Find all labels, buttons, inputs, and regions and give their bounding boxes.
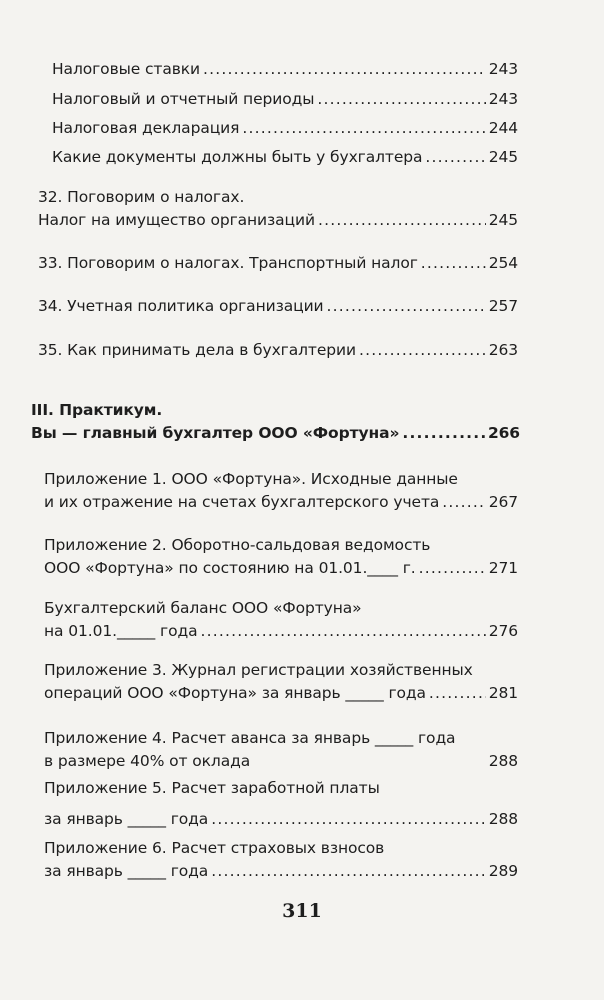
toc-entry <box>44 727 518 773</box>
toc-entry-title: Приложение 2. Оборотно-сальдовая ведомость <box>44 536 431 554</box>
toc-entry-title: Приложение 3. Журнал регистрации хозяйственных <box>44 661 473 679</box>
toc-leader-dots <box>317 88 485 111</box>
toc-entry-title: 34. Учетная политика организации <box>38 297 324 315</box>
toc-entry-page: 288 <box>488 810 518 828</box>
toc-entry-title: 33. Поговорим о налогах. Транспортный налог <box>38 254 418 272</box>
toc-entry-title: Налоговая декларация <box>52 119 240 137</box>
toc-leader-dots <box>442 491 485 514</box>
toc-entry <box>52 146 518 169</box>
toc-entry <box>52 58 518 81</box>
toc-leader-dots <box>211 808 486 831</box>
toc-entry <box>38 252 518 275</box>
toc-leader-dots <box>402 422 485 445</box>
toc-entry-title: Налог на имущество организаций <box>38 211 315 229</box>
toc-entry-page: 243 <box>488 60 518 78</box>
toc-entry-title: 35. Как принимать дела в бухгалтерии <box>38 341 356 359</box>
toc-entry-title: III. Практикум. <box>31 401 163 419</box>
toc-leader-dots <box>421 252 486 275</box>
toc-entry-page: 254 <box>488 254 518 272</box>
toc-entry-title: Бухгалтерский баланс ООО «Фортуна» <box>44 599 362 617</box>
toc-entry <box>44 837 518 883</box>
toc-leader-dots <box>429 682 486 705</box>
toc-entry-page: 276 <box>488 622 518 640</box>
toc-entry <box>38 295 518 318</box>
toc-entry-title: Налоговые ставки <box>52 60 201 78</box>
toc-leader-dots <box>327 295 486 318</box>
toc-entry-page: 289 <box>488 862 518 880</box>
toc-entry-page: 267 <box>488 493 518 511</box>
toc-leader-dots <box>200 620 485 643</box>
toc-entry-page: 257 <box>488 297 518 315</box>
toc-leader-dots <box>242 117 485 140</box>
toc-entry-title: Приложение 4. Расчет аванса за январь _____ года <box>44 729 456 747</box>
toc-entry-title: 32. Поговорим о налогах. <box>38 188 245 206</box>
toc-entry-page: 281 <box>488 684 518 702</box>
toc-entry <box>38 339 518 362</box>
toc-entry-title: за январь _____ года <box>44 862 209 880</box>
toc-entry-title: на 01.01._____ года <box>44 622 198 640</box>
toc-entry-page: 263 <box>488 341 518 359</box>
toc-entry-title: Приложение 5. Расчет заработной платы <box>44 779 380 797</box>
toc-entry <box>44 777 518 831</box>
toc-entry-page: 245 <box>488 211 518 229</box>
toc-entry-title: Какие документы должны быть у бухгалтера <box>52 148 423 166</box>
toc-entry-title: ООО «Фортуна» по состоянию на 01.01.____ г. <box>44 559 416 577</box>
toc-entry <box>52 117 518 140</box>
toc-leader-dots <box>203 58 486 81</box>
toc-entry <box>38 186 518 232</box>
toc-leader-dots <box>359 339 486 362</box>
toc-entry-title: Налоговый и отчетный периоды <box>52 90 315 108</box>
toc-entry-title: в размере 40% от оклада <box>44 752 251 770</box>
toc-leader-dots <box>318 209 486 232</box>
toc-entry-page: 245 <box>488 148 518 166</box>
toc-entry-title: Приложение 1. ООО «Фортуна». Исходные данные <box>44 470 458 488</box>
toc-entry <box>52 88 518 111</box>
toc-entry <box>44 534 518 580</box>
toc-entry-page: 271 <box>488 559 518 577</box>
toc-entry-page: 266 <box>487 424 520 442</box>
toc-entry <box>44 468 518 514</box>
toc-entry <box>44 597 518 643</box>
toc-section-heading <box>31 399 520 445</box>
toc-entry-title: за январь _____ года <box>44 810 209 828</box>
toc-entry-title: и их отражение на счетах бухгалтерского учета <box>44 493 440 511</box>
toc-entry-title: Приложение 6. Расчет страховых взносов <box>44 839 385 857</box>
toc-entry-page: 288 <box>488 752 518 770</box>
toc-entry <box>44 659 518 705</box>
toc-entry-title: Вы — главный бухгалтер ООО «Фортуна» <box>31 424 400 442</box>
page-number: 311 <box>282 900 322 922</box>
toc-leader-dots <box>419 557 486 580</box>
toc-leader-dots <box>425 146 485 169</box>
toc-entry-page: 243 <box>488 90 518 108</box>
toc-entry-title: операций ООО «Фортуна» за январь _____ года <box>44 684 426 702</box>
toc-entry-page: 244 <box>488 119 518 137</box>
toc-leader-dots <box>211 860 486 883</box>
